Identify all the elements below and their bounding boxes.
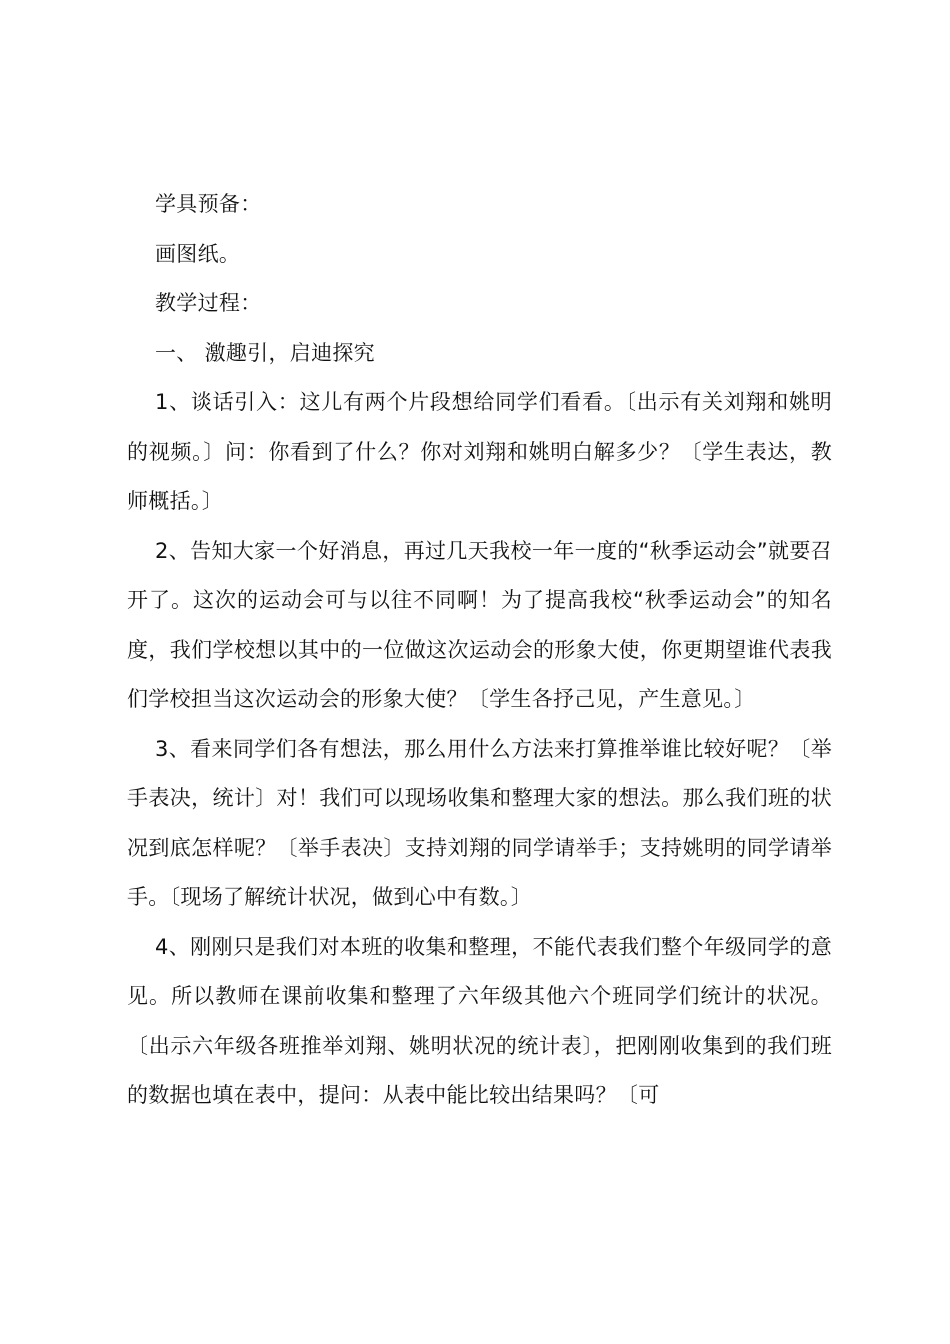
paragraph-process-heading: 教学过程： xyxy=(155,291,262,315)
paragraph-step-2: 2、告知大家一个好消息，再过几天我校一年一度的“秋季运动会”就要召开了。这次的运动会可与以往不同啊！为了提高我校“秋季运动会”的知名度，我们学校想以其中的一位做这次运动会的形象大使，你更期望谁代表我们学校担当这次运动会的形象大使？〔学生各抒己见，产生意见。〕 xyxy=(127,538,832,711)
paragraph-materials-item: 画图纸。 xyxy=(155,241,241,266)
paragraph-step-1: 1、谈话引入：这儿有两个片段想给同学们看看。〔出示有关刘翔和姚明的视频。〕问：你看到了什么？你对刘翔和姚明白解多少？〔学生表达，教师概括。〕 xyxy=(127,390,832,513)
paragraph-section-one-heading: 一、 激趣引，启迪探究 xyxy=(155,340,375,365)
paragraph-step-3: 3、看来同学们各有想法，那么用什么方法来打算推举谁比较好呢？〔举手表决，统计〕对！我们可以现场收集和整理大家的想法。那么我们班的状况到底怎样呢？〔举手表决〕支持刘翔的同学请举手；支持姚明的同学请举手。〔现场了解统计状况，做到心中有数。〕 xyxy=(127,736,832,909)
paragraph-step-4: 4、刚刚只是我们对本班的收集和整理，不能代表我们整个年级同学的意见。所以教师在课前收集和整理了六年级其他六个班同学们统计的状况。〔出示六年级各班推举刘翔、姚明状况的统计表〕，把刚刚收集到的我们班的数据也填在表中，提问：从表中能比较出结果吗？〔可 xyxy=(127,934,832,1107)
document-body xyxy=(127,180,832,1121)
paragraph-materials-heading: 学具预备： xyxy=(155,192,262,216)
